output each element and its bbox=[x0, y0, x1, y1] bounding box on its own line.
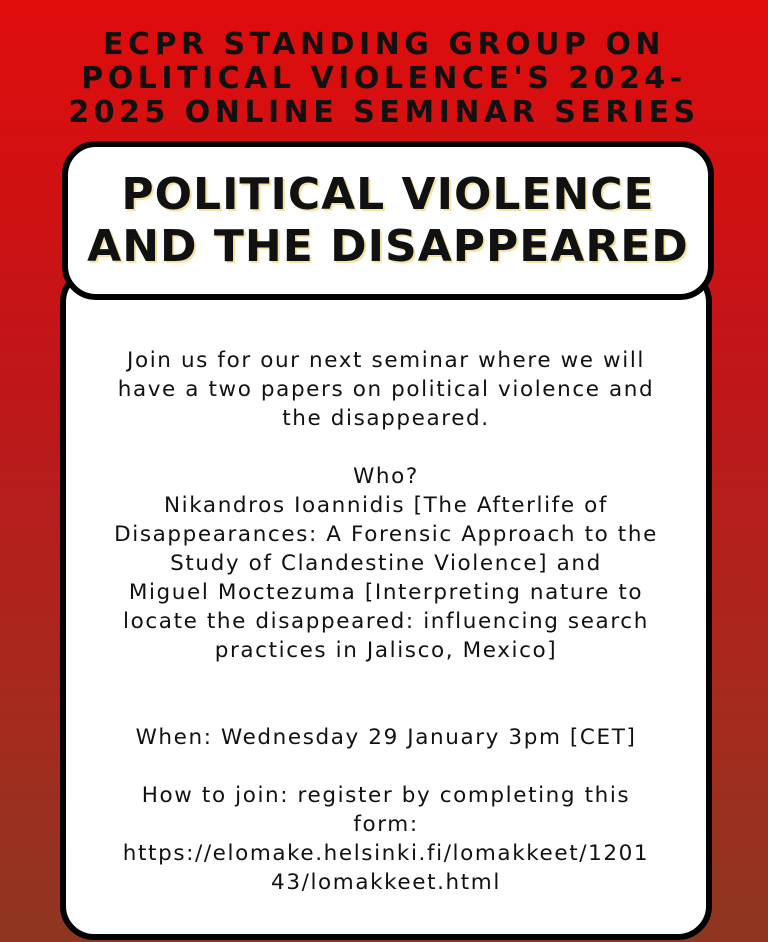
speaker-line: practices in Jalisco, Mexico] bbox=[214, 638, 558, 663]
when-text: When: Wednesday 29 January 3pm [CET] bbox=[135, 725, 637, 750]
intro-line: the disappeared. bbox=[282, 406, 490, 431]
registration-link[interactable]: https://elomake.helsinki.fi/lomakkeet/1201 bbox=[122, 841, 650, 866]
intro-text bbox=[66, 346, 706, 433]
intro-line: have a two papers on political violence and bbox=[117, 377, 655, 402]
who-label: Who? bbox=[353, 464, 419, 489]
speaker-line: Miguel Moctezuma [Interpreting nature to bbox=[128, 580, 644, 605]
title-card bbox=[62, 141, 714, 300]
join-section bbox=[66, 781, 706, 897]
join-line: form: bbox=[353, 812, 419, 837]
speaker-line: Disappearances: A Forensic Approach to the bbox=[114, 522, 658, 547]
intro-line: Join us for our next seminar where we will bbox=[127, 348, 645, 373]
series-header-line: ECPR STANDING GROUP ON bbox=[103, 27, 665, 62]
speaker-line: locate the disappeared: influencing search bbox=[123, 609, 649, 634]
series-header-line: 2025 ONLINE SEMINAR SERIES bbox=[68, 95, 700, 130]
series-header-line: POLITICAL VIOLENCE'S 2024- bbox=[81, 61, 687, 96]
speaker-line: Study of Clandestine Violence] and bbox=[170, 551, 602, 576]
registration-link[interactable]: 43/lomakkeet.html bbox=[271, 870, 501, 895]
seminar-title-line: AND THE DISAPPEARED bbox=[87, 220, 689, 272]
seminar-details bbox=[66, 346, 706, 897]
series-header bbox=[0, 28, 768, 130]
speaker-line: Nikandros Ioannidis [The Afterlife of bbox=[163, 493, 609, 518]
seminar-title-line: POLITICAL VIOLENCE bbox=[121, 168, 655, 220]
who-section bbox=[66, 462, 706, 665]
join-line: How to join: register by completing this bbox=[141, 783, 631, 808]
